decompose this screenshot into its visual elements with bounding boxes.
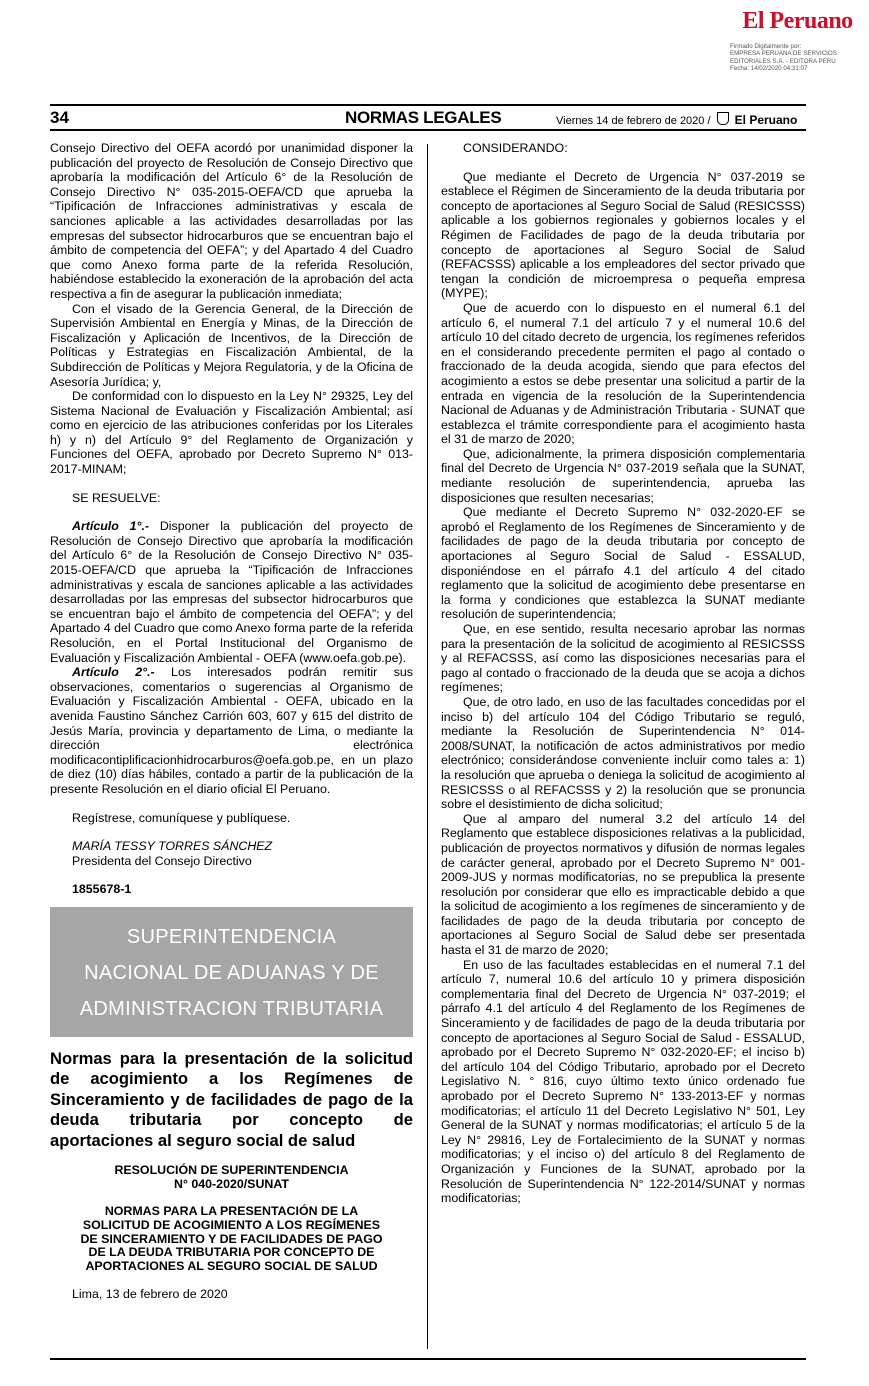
header-rule-bottom bbox=[50, 129, 806, 131]
signer-title: Presidenta del Consejo Directivo bbox=[72, 853, 252, 868]
resolution-line: RESOLUCIÓN DE SUPERINTENDENCIA bbox=[114, 1163, 349, 1178]
norm-caps-heading bbox=[50, 1205, 413, 1273]
right-column bbox=[441, 141, 805, 1206]
paragraph: Que, adicionalmente, la primera disposición complementaria final del Decreto de Urgencia N° 037-2019 señala que la SUNAT, mediante resolución de superintendencia, aprueba las disposiciones que resulten necesarias; bbox=[441, 446, 805, 505]
article-2 bbox=[50, 665, 413, 796]
paragraph: Consejo Directivo del OEFA acordó por unanimidad disponer la publicación del proyecto de Resolución de Consejo Directivo que aprobaría la modificación del Artículo 6° de la Resolución de Consejo Directivo N° 035-2015-OEFA/CD que aprueba la “Tipificación de Infracciones administrativas y escala de sanciones aplicable a las actividades desarrolladas por las empresas del subsector hidrocarburos que se encuentran bajo el ámbito de competencia del OEFA”; y del Apartado 4 del Cuadro que como Anexo forma parte de la referida Resolución, habiéndose establecido la exoneración de la aprobación del acta respectiva a fin de asegurar la publicación inmediata; bbox=[50, 141, 413, 301]
paragraph: Que, en ese sentido, resulta necesario aprobar las normas para la presentación de la solicitud de acogimiento al RESICSSS y al REFACSSS, así como las disposiciones necesarias para el pago al contado o fraccionado de la deuda que se acoja a dichos regímenes; bbox=[441, 622, 805, 695]
paragraph: Que, de otro lado, en uso de las facultades concedidas por el inciso b) del artículo 104 del Código Tributario se reguló, mediante la Resolución de Superintendencia N° 014-2008/SUNAT, la notificación de actos administrativos por medio electrónico; considerándose conveniente incluir como tales a: 1) la resolución que aprueba o deniega la solicitud de acogimiento al RESICSSS o al REFACSSS y 2) la resolución que se pronuncia sobre el desistimiento de dicha solicitud; bbox=[441, 694, 805, 812]
banner-line: SUPERINTENDENCIA bbox=[126, 925, 337, 948]
resolution-line: N° 040-2020/SUNAT bbox=[174, 1177, 289, 1192]
signature-line: EDITORIALES S.A. - EDITORA PERU bbox=[730, 57, 836, 65]
article-2-text: Los interesados podrán remitir sus observaciones, comentarios o sugerencias al Organismo de Evaluación y Fiscalización Ambiental - OEFA, ubicado en la avenida Faustino Sánchez Carrión 603, 607 y 615 del distrito de Jesús María, provincia y departamento de Lima, o mediante la dirección electrónica modificacontiplificacionhidrocarburos@oefa.gob.pe, en un plazo de diez (10) días hábiles, contado a partir de la publicación de la presente Resolución en el diario oficial El Peruano. bbox=[50, 665, 413, 796]
paragraph: Que mediante el Decreto Supremo N° 032-2020-EF se aprobó el Reglamento de los Regímenes de Sinceramiento y de facilidades de pago de la deuda tributaria por concepto de aportaciones al Seguro Social de Salud - ESSALUD, disponiéndose en el párrafo 4.1 del artículo 4 del citado reglamento que la solicitud de acogimiento debe presentarse en la forma y condiciones que establezca la SUNAT mediante resolución de superintendencia; bbox=[441, 505, 805, 622]
paragraph: Que al amparo del numeral 3.2 del artículo 14 del Reglamento que establece disposiciones relativas a la publicidad, publicación de proyectos normativos y difusión de normas legales de carácter general, aprobado por el Decreto Supremo N° 001-2009-JUS y normas modificatorias, no se prepublica la presente resolución por considerar que ello es impracticable debido a que la solicitud de acogimiento a los regímenes de sinceramiento y de facilidades de pago de la deuda tributaria por concepto de aportaciones al Seguro Social de Salud debe ser presentada hasta el 31 de marzo de 2020; bbox=[441, 811, 805, 958]
se-resuelve-heading: SE RESUELVE: bbox=[72, 490, 161, 505]
header-date-block bbox=[556, 112, 797, 127]
banner-line: ADMINISTRACION TRIBUTARIA bbox=[79, 997, 384, 1020]
caps-line: DE SINCERAMIENTO Y DE FACILIDADES DE PAGO bbox=[80, 1231, 383, 1246]
caps-line: DE LA DEUDA TRIBUTARIA POR CONCEPTO DE bbox=[88, 1245, 375, 1260]
el-peruano-logo: El Peruano bbox=[742, 8, 853, 34]
footer-rule bbox=[50, 1358, 806, 1360]
shield-icon bbox=[717, 112, 729, 125]
paragraph: De conformidad con lo dispuesto en la Ley N° 29325, Ley del Sistema Nacional de Evaluación y Fiscalización Ambiental; así como en ejercicio de las atribuciones conferidas por los Literales h) y n) del Artículo 9° del Reglamento de Organización y Funciones del OEFA, aprobado por Decreto Supremo N° 013-2017-MINAM; bbox=[50, 389, 413, 477]
place-date-line: Lima, 13 de febrero de 2020 bbox=[72, 1287, 228, 1302]
document-code: 1855678-1 bbox=[72, 882, 132, 897]
article-1-label: Artículo 1°.- bbox=[72, 519, 150, 534]
signature-line: Firmado Digitalmente por: bbox=[730, 43, 802, 50]
header-rule-top bbox=[50, 104, 806, 106]
resolution-number bbox=[50, 1163, 413, 1191]
column-divider bbox=[427, 144, 428, 1349]
caps-line: NORMAS PARA LA PRESENTACIÓN DE LA bbox=[104, 1204, 359, 1219]
article-1 bbox=[50, 519, 413, 665]
issue-date: Viernes 14 de febrero de 2020 / bbox=[556, 115, 711, 127]
page-number: 34 bbox=[50, 108, 69, 127]
article-1-text: Disponer la publicación del proyecto de Resolución de Consejo Directivo que aprobaría la modificación del Artículo 6° de la Resolución de Consejo Directivo N° 035-2015-OEFA/CD que aprueba la “Tipificación de Infracciones administrativas y escala de sanciones aplicable a las actividades desarrolladas por las empresas del subsector hidrocarburos que se encuentran bajo el ámbito de competencia del OEFA”; y del Apartado 4 del Cuadro que como Anexo forma parte de la referida Resolución, en el Portal Institucional del Organismo de Evaluación y Fiscalización Ambiental - OEFA (www.oefa.gob.pe). bbox=[50, 519, 413, 665]
article-2-label: Artículo 2°.- bbox=[72, 665, 155, 680]
signature-line: EMPRESA PERUANA DE SERVICIOS bbox=[730, 50, 837, 58]
caps-line: SOLICITUD DE ACOGIMIENTO A LOS REGÍMENES bbox=[82, 1218, 381, 1232]
signer-name: MARÍA TESSY TORRES SÁNCHEZ bbox=[72, 839, 273, 854]
norm-title: Normas para la presentación de la solicitud de acogimiento a los Regímenes de Sinceramiento y de facilidades de pago de la deuda tributaria por concepto de aportaciones al seguro social de salud bbox=[50, 1048, 413, 1150]
digital-signature-block bbox=[730, 43, 865, 73]
signature-line: Fecha: 14/02/2020 04:31:07 bbox=[730, 65, 808, 73]
section-title: NORMAS LEGALES bbox=[345, 108, 502, 127]
paper-name: El Peruano bbox=[734, 113, 798, 127]
caps-line: APORTACIONES AL SEGURO SOCIAL DE SALUD bbox=[85, 1258, 378, 1273]
paragraph: Que de acuerdo con lo dispuesto en el numeral 6.1 del artículo 6, el numeral 7.1 del artículo 7 y el numeral 10.6 del artículo 10 del citado decreto de urgencia, los regímenes referidos en el considerando precedente permiten el pago al contado o fraccionado de la deuda acogida, siendo que para efectos del acogimiento a estos se debe presentar una solicitud a partir de la entrada en vigencia de la resolución de la Superintendencia Nacional de Aduanas y de Administración Tributaria - SUNAT que establezca el trámite correspondiente para el acogimiento hasta el 31 de marzo de 2020; bbox=[441, 300, 805, 447]
paragraph: En uso de las facultades establecidas en el numeral 7.1 del artículo 7, numeral 10.6 del artículo 10 y primera disposición complementaria final del Decreto de Urgencia N° 037-2019; el párrafo 4.1 del artículo 4 del Reglamento de los Regímenes de Sinceramiento y de facilidades de pago de la deuda tributaria por concepto de aportaciones al Seguro Social de Salud - ESSALUD, aprobado por el Decreto Supremo N° 032-2020-EF; el inciso b) del artículo 104 del Código Tributario, aprobado por el Decreto Legislativo N. ° 816, cuyo último texto único ordenado fue aprobado por el Decreto Supremo N° 133-2013-EF y normas modificatorias; el artículo 11 del Decreto Legislativo N° 501, Ley General de la SUNAT y normas modificatorias; el artículo 5 de la Ley N° 29816, Ley de Fortalecimiento de la SUNAT y normas modificatorias; y el inciso o) del artículo 8 del Reglamento de Organización y Funciones de la SUNAT, aprobado por la Resolución de Superintendencia N° 122-2014/SUNAT y normas modificatorias; bbox=[441, 957, 805, 1206]
left-column bbox=[50, 141, 413, 1302]
paragraph: Con el visado de la Gerencia General, de la Dirección de Supervisión Ambiental en Energía y Minas, de la Dirección de Fiscalización y Aplicación de Incentivos, de la Dirección de Políticas y Estrategias en Fiscalización Ambiental, de la Subdirección de Políticas y Mejora Regulatoria, y de la Oficina de Asesoría Jurídica; y, bbox=[50, 301, 413, 389]
paragraph: Que mediante el Decreto de Urgencia N° 037-2019 se establece el Régimen de Sinceramiento de la deuda tributaria por concepto de aportaciones al Seguro Social de Salud (RESICSSS) aplicable a los gobiernos regionales y gobiernos locales y el Régimen de Facilidades de pago de la deuda tributaria por concepto de aportaciones al Seguro Social de Salud (REFACSSS) aplicable a los empleadores del sector privado que tengan la condición de microempresa o pequeña empresa (MYPE); bbox=[441, 169, 805, 301]
registrese-line: Regístrese, comuníquese y publíquese. bbox=[72, 810, 291, 825]
considerando-heading: CONSIDERANDO: bbox=[463, 141, 568, 155]
agency-banner bbox=[50, 907, 413, 1037]
banner-line: NACIONAL DE ADUANAS Y DE bbox=[84, 961, 379, 984]
